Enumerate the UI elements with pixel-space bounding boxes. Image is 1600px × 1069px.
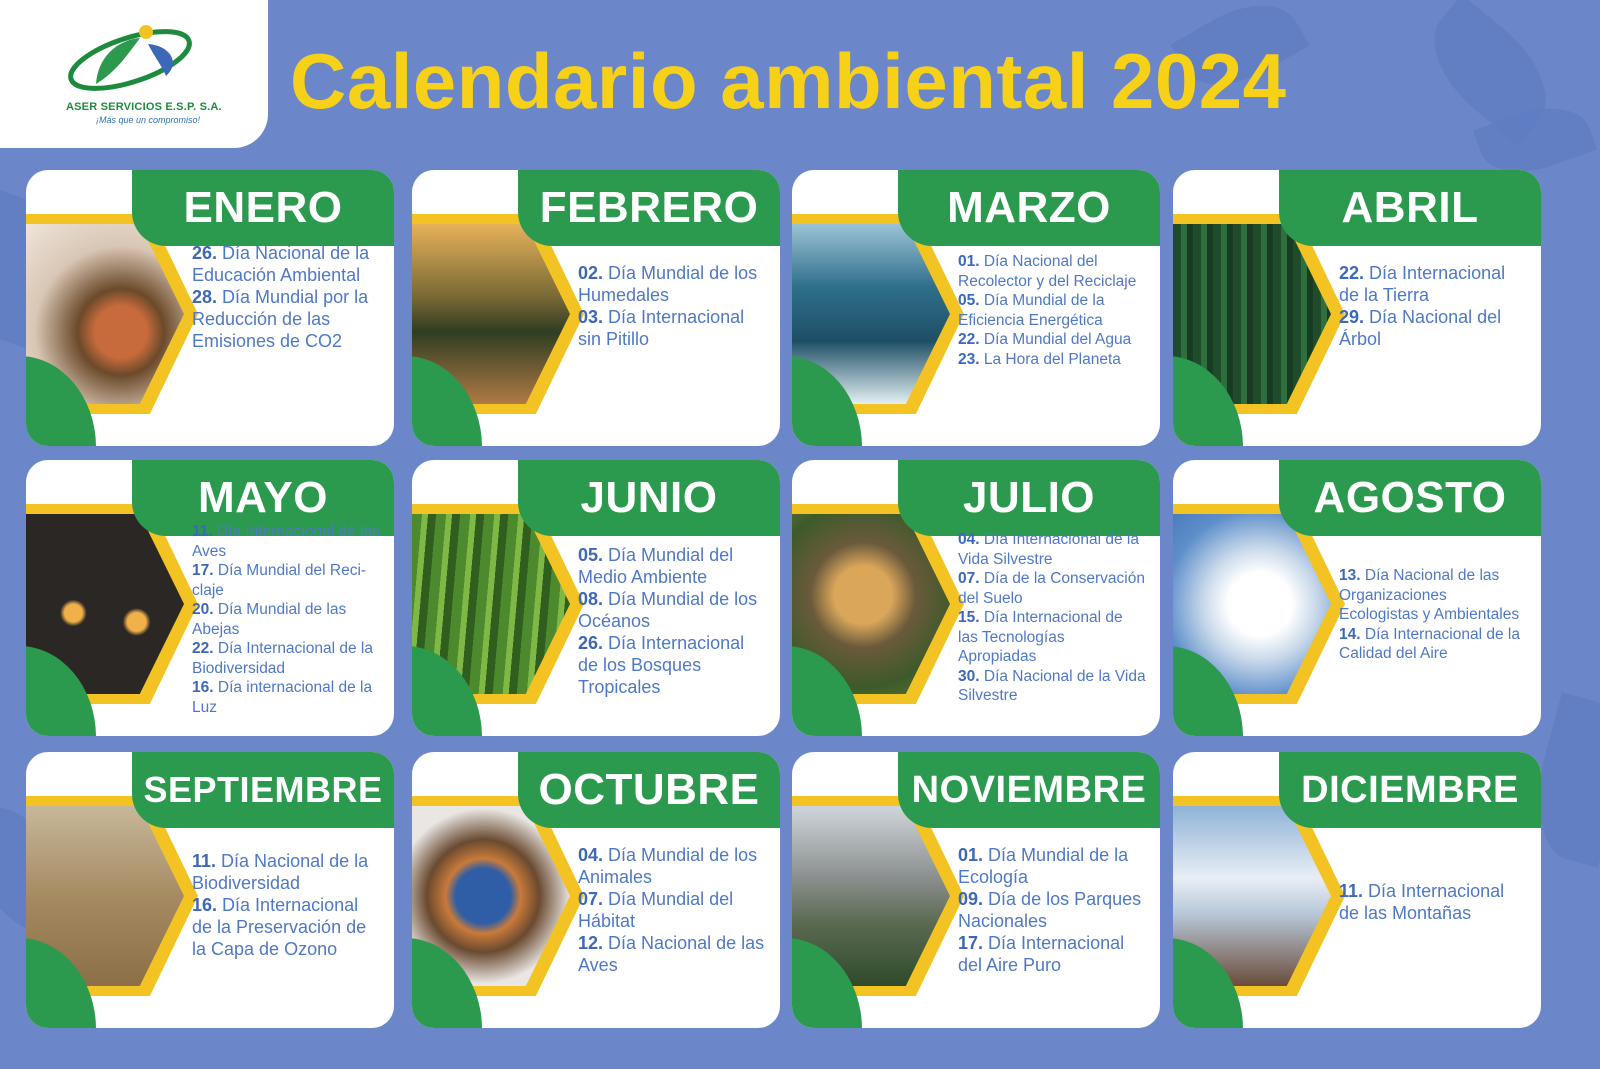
event-text: Día Internacional sin Pitillo: [578, 307, 745, 349]
event-text: Día internacional de la Luz: [192, 679, 373, 716]
event-day: 30.: [958, 667, 980, 685]
event-day: 16.: [192, 679, 214, 696]
event-text: Día de los Parques Nacionales: [958, 889, 1142, 931]
event-item: [192, 242, 380, 286]
event-text: Día Internacional del Aire Puro: [958, 933, 1125, 975]
event-text: Día Internacional de los Bosques Tropicales: [578, 633, 745, 697]
event-text: La Hora del Planeta: [983, 350, 1121, 368]
event-day: 22.: [192, 640, 214, 657]
month-name: DICIEMBRE: [1279, 752, 1541, 828]
event-day: 16.: [192, 895, 218, 915]
event-text: Día Mundial de las Abejas: [192, 601, 347, 638]
event-day: 05.: [958, 292, 980, 309]
event-text: Día Mundial por la Reducción de las Emisiones de CO2: [192, 287, 369, 351]
event-day: 12.: [578, 933, 604, 953]
event-item: [192, 894, 380, 960]
month-name: ENERO: [132, 170, 394, 246]
event-item: [578, 306, 766, 350]
month-card-noviembre: [792, 752, 1160, 1028]
event-text: Día Nacional de la Educación Ambiental: [192, 243, 370, 285]
month-name: FEBRERO: [518, 170, 780, 246]
event-day: 11.: [1339, 881, 1364, 901]
event-item: [578, 262, 766, 306]
event-text: Día Nacional de la Vida Silvestre: [958, 667, 1146, 704]
event-item: [192, 639, 380, 678]
event-item: [1339, 625, 1527, 664]
event-list: [578, 544, 766, 698]
event-item: [958, 350, 1146, 370]
event-day: 02.: [578, 263, 604, 283]
event-item: [578, 932, 766, 976]
event-day: 05.: [578, 545, 604, 565]
event-day: 07.: [578, 889, 604, 909]
month-name: MAYO: [132, 460, 394, 536]
event-day: 26.: [578, 633, 604, 653]
event-item: [192, 286, 380, 352]
event-day: 26.: [192, 243, 218, 263]
event-day: 08.: [578, 589, 604, 609]
event-item: [958, 608, 1146, 667]
event-text: Día Internacional de la Calidad del Aire: [1339, 625, 1520, 662]
event-text: Día Internacional de la Tierra: [1339, 263, 1506, 305]
event-text: Día Nacional de las Organizaciones Ecologistas y Ambientales: [1339, 567, 1520, 623]
month-card-enero: [26, 170, 394, 446]
month-name: MARZO: [898, 170, 1160, 246]
event-text: Día Nacional del Árbol: [1339, 307, 1502, 349]
event-day: 22.: [1339, 263, 1365, 283]
event-text: Día Mundial del Hábitat: [578, 889, 734, 931]
event-list: [578, 844, 766, 976]
event-day: 17.: [958, 933, 984, 953]
event-day: 20.: [192, 601, 214, 618]
event-item: [958, 330, 1146, 350]
event-list: [192, 242, 380, 352]
event-text: Día Internacional de las Montañas: [1339, 881, 1505, 923]
event-text: Día Mundial del Medio Ambiente: [578, 545, 734, 587]
event-day: 01.: [958, 845, 984, 865]
month-name: NOVIEMBRE: [898, 752, 1160, 828]
event-item: [1339, 566, 1527, 625]
event-text: Día Mundial de la Eficiencia Energética: [958, 292, 1105, 329]
event-text: Día Nacional de las Aves: [578, 933, 765, 975]
event-day: 23.: [958, 350, 980, 368]
event-item: [1339, 262, 1527, 306]
event-day: 17.: [192, 562, 214, 579]
event-day: 04.: [958, 531, 980, 548]
event-text: Día Mundial del Agua: [983, 331, 1132, 348]
event-item: [958, 530, 1146, 569]
event-day: 15.: [958, 609, 980, 626]
month-name: JUNIO: [518, 460, 780, 536]
event-text: Día de la Conservación del Suelo: [958, 570, 1145, 607]
event-day: 14.: [1339, 625, 1361, 643]
company-name: ASER SERVICIOS E.S.P. S.A.: [66, 101, 222, 113]
event-item: [958, 667, 1146, 706]
event-item: [958, 932, 1146, 976]
event-item: [958, 569, 1146, 608]
event-day: 01.: [958, 253, 980, 270]
month-card-octubre: [412, 752, 780, 1028]
event-item: [578, 544, 766, 588]
event-item: [578, 888, 766, 932]
event-text: Día Mundial de los Océanos: [578, 589, 758, 631]
event-item: [578, 632, 766, 698]
event-list: [1339, 566, 1527, 664]
event-text: Día Internacional de la Preservación de la Capa de Ozono: [192, 895, 367, 959]
month-card-diciembre: [1173, 752, 1541, 1028]
event-item: [1339, 306, 1527, 350]
event-day: 29.: [1339, 307, 1365, 327]
month-card-junio: [412, 460, 780, 736]
event-item: [958, 888, 1146, 932]
page-title: Calendario ambiental 2024: [290, 37, 1287, 125]
event-item: [958, 291, 1146, 330]
event-item: [578, 588, 766, 632]
month-card-abril: [1173, 170, 1541, 446]
event-day: 11.: [192, 851, 217, 871]
event-day: 28.: [192, 287, 218, 307]
month-card-julio: [792, 460, 1160, 736]
event-list: [958, 844, 1146, 976]
event-item: [578, 844, 766, 888]
month-name: AGOSTO: [1279, 460, 1541, 536]
event-list: [958, 530, 1146, 706]
event-item: [1339, 880, 1527, 924]
month-name: OCTUBRE: [518, 752, 780, 828]
logo-panel: [0, 0, 268, 148]
event-text: Día Mundial del Reci-claje: [192, 562, 367, 599]
event-text: Día Internacional de las Tecnologías Apropiadas: [958, 609, 1123, 665]
event-day: 04.: [578, 845, 604, 865]
month-card-febrero: [412, 170, 780, 446]
event-item: [192, 678, 380, 717]
event-text: Día Internacional de las Aves: [192, 523, 380, 560]
event-day: 11.: [192, 523, 213, 540]
event-day: 03.: [578, 307, 604, 327]
event-item: [192, 522, 380, 561]
event-day: 09.: [958, 889, 984, 909]
event-day: 22.: [958, 331, 980, 348]
event-list: [1339, 880, 1527, 924]
event-list: [192, 522, 380, 717]
event-text: Día Mundial de los Humedales: [578, 263, 758, 305]
event-text: Día Mundial de los Animales: [578, 845, 758, 887]
event-day: 07.: [958, 570, 980, 587]
month-card-agosto: [1173, 460, 1541, 736]
month-card-mayo: [26, 460, 394, 736]
event-day: 13.: [1339, 567, 1361, 584]
event-item: [958, 252, 1146, 291]
month-name: ABRIL: [1279, 170, 1541, 246]
event-list: [1339, 262, 1527, 350]
month-card-septiembre: [26, 752, 394, 1028]
event-list: [958, 252, 1146, 369]
event-text: Día Nacional de la Biodiversidad: [192, 851, 369, 893]
event-item: [192, 600, 380, 639]
event-item: [958, 844, 1146, 888]
event-text: Día Nacional del Recolector y del Reciclaje: [958, 253, 1137, 290]
event-list: [192, 850, 380, 960]
company-slogan: ¡Más que un compromiso!: [96, 115, 201, 125]
company-logo-icon: [62, 20, 202, 100]
month-card-marzo: [792, 170, 1160, 446]
event-item: [192, 850, 380, 894]
event-text: Día Internacional de la Vida Silvestre: [958, 531, 1139, 568]
event-list: [578, 262, 766, 350]
month-name: JULIO: [898, 460, 1160, 536]
event-item: [192, 561, 380, 600]
month-name: SEPTIEMBRE: [132, 752, 394, 828]
event-text: Día Internacional de la Biodiversidad: [192, 640, 373, 677]
event-text: Día Mundial de la Ecología: [958, 845, 1129, 887]
